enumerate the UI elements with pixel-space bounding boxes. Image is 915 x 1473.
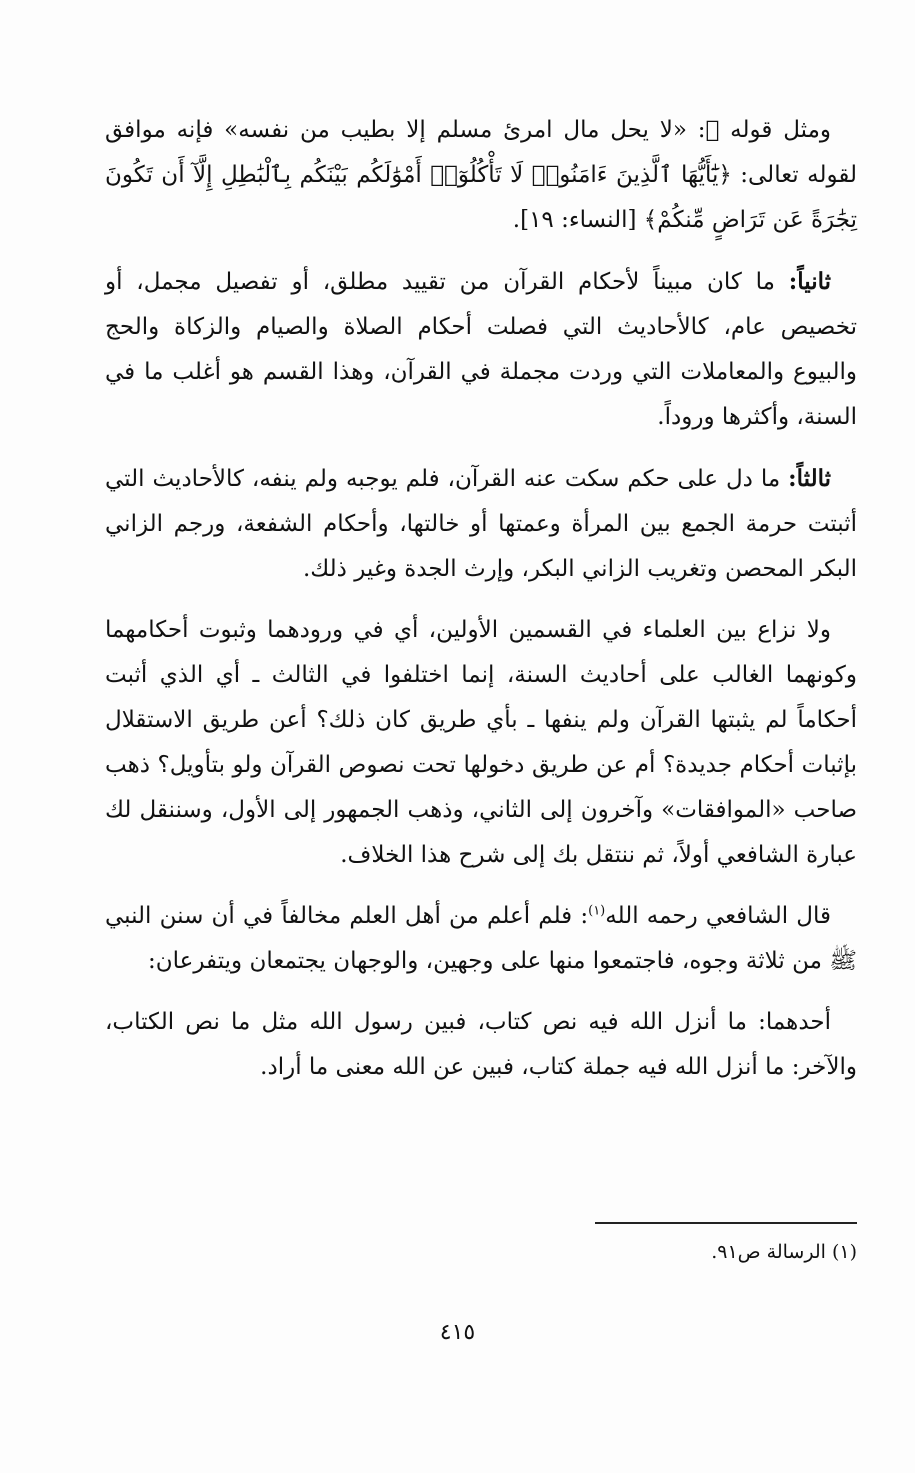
paragraph-dispute bbox=[105, 608, 857, 878]
footnote: (١) الرسالة ص٩١. bbox=[711, 1241, 857, 1263]
paragraph-second bbox=[105, 259, 857, 440]
paragraph-text: ولا نزاع بين العلماء في القسمين الأولين، أي في ورودهما وثبوت أحكامهما وكونهما الغالب على أحاديث السنة، إنما اختلفوا في الثالث ـ أي الذي أثبت أحكاماً لم يثبتها القرآن ولم ينفها ـ بأي طريق كان ذلك؟ أعن طريق الاستقلال بإثبات أحكام جديدة؟ أم عن طريق دخولها تحت نصوص القرآن ولو بتأويل؟ ذهب صاحب «الموافقات» وآخرون إلى الثاني، وذهب الجمهور إلى الأول، وسننقل لك عبارة الشافعي أولاً، ثم ننتقل بك إلى شرح هذا الخلاف. bbox=[105, 617, 857, 868]
paragraph-shafii-quote bbox=[105, 894, 857, 984]
paragraph-text: أحدهما: ما أنزل الله فيه نص كتاب، فبين رسول الله مثل ما نص الكتاب، والآخر: ما أنزل الله فيه جملة كتاب، فبين عن الله معنى ما أراد. bbox=[105, 1009, 857, 1080]
page-number: ٤١٥ bbox=[439, 1320, 476, 1345]
paragraph-hadith-verse bbox=[105, 108, 857, 243]
paragraph-text: ما دل على حكم سكت عنه القرآن، فلم يوجبه ولم ينفه، كالأحاديث التي أثبتت حرمة الجمع بين المرأة وعمتها أو خالتها، وأحكام الشفعة، ورجم الزاني البكر المحصن وتغريب الزاني البكر، وإرث الجدة وغير ذلك. bbox=[105, 466, 857, 582]
paragraph-text: ما كان مبيناً لأحكام القرآن من تقييد مطلق، أو تفصيل مجمل، أو تخصيص عام، كالأحاديث التي فصلت أحكام الصلاة والصيام والزكاة والحج والبيوع والمعاملات التي وردت مجملة في القرآن، وهذا القسم هو أغلب ما في السنة، وأكثرها وروداً. bbox=[105, 269, 857, 430]
paragraph-text: ومثل قوله ﷺ: «لا يحل مال امرئ مسلم إلا بطيب من نفسه» فإنه موافق لقوله تعالى: ﴿يَٰٓأَيُّهَا ٱلَّذِينَ ءَامَنُوا۟ لَا تَأْكُلُوٓا۟ أَمْوَٰلَكُم بَيْنَكُم بِٱلْبَٰطِلِ إِلَّآ أَن تَكُونَ تِجَٰرَةً عَن تَرَاضٍ مِّنكُمْ﴾ [النساء: ١٩]. bbox=[105, 117, 857, 233]
paragraph-text: : فلم أعلم من أهل العلم مخالفاً في أن سنن النبي ﷺ من ثلاثة وجوه، فاجتمعوا منها على وجهين، والوجهان يجتمعان ويتفرعان: bbox=[105, 903, 857, 974]
paragraph-two-ways bbox=[105, 1000, 857, 1090]
body-text bbox=[105, 108, 857, 1106]
paragraph-third bbox=[105, 456, 857, 592]
paragraph-lead: ثالثاً: bbox=[788, 465, 831, 492]
footnote-divider bbox=[595, 1222, 857, 1224]
paragraph-lead: ثانياً: bbox=[788, 268, 831, 295]
footnote-marker[interactable]: (١) bbox=[588, 903, 606, 919]
paragraph-text: قال الشافعي رحمه الله bbox=[605, 903, 831, 929]
